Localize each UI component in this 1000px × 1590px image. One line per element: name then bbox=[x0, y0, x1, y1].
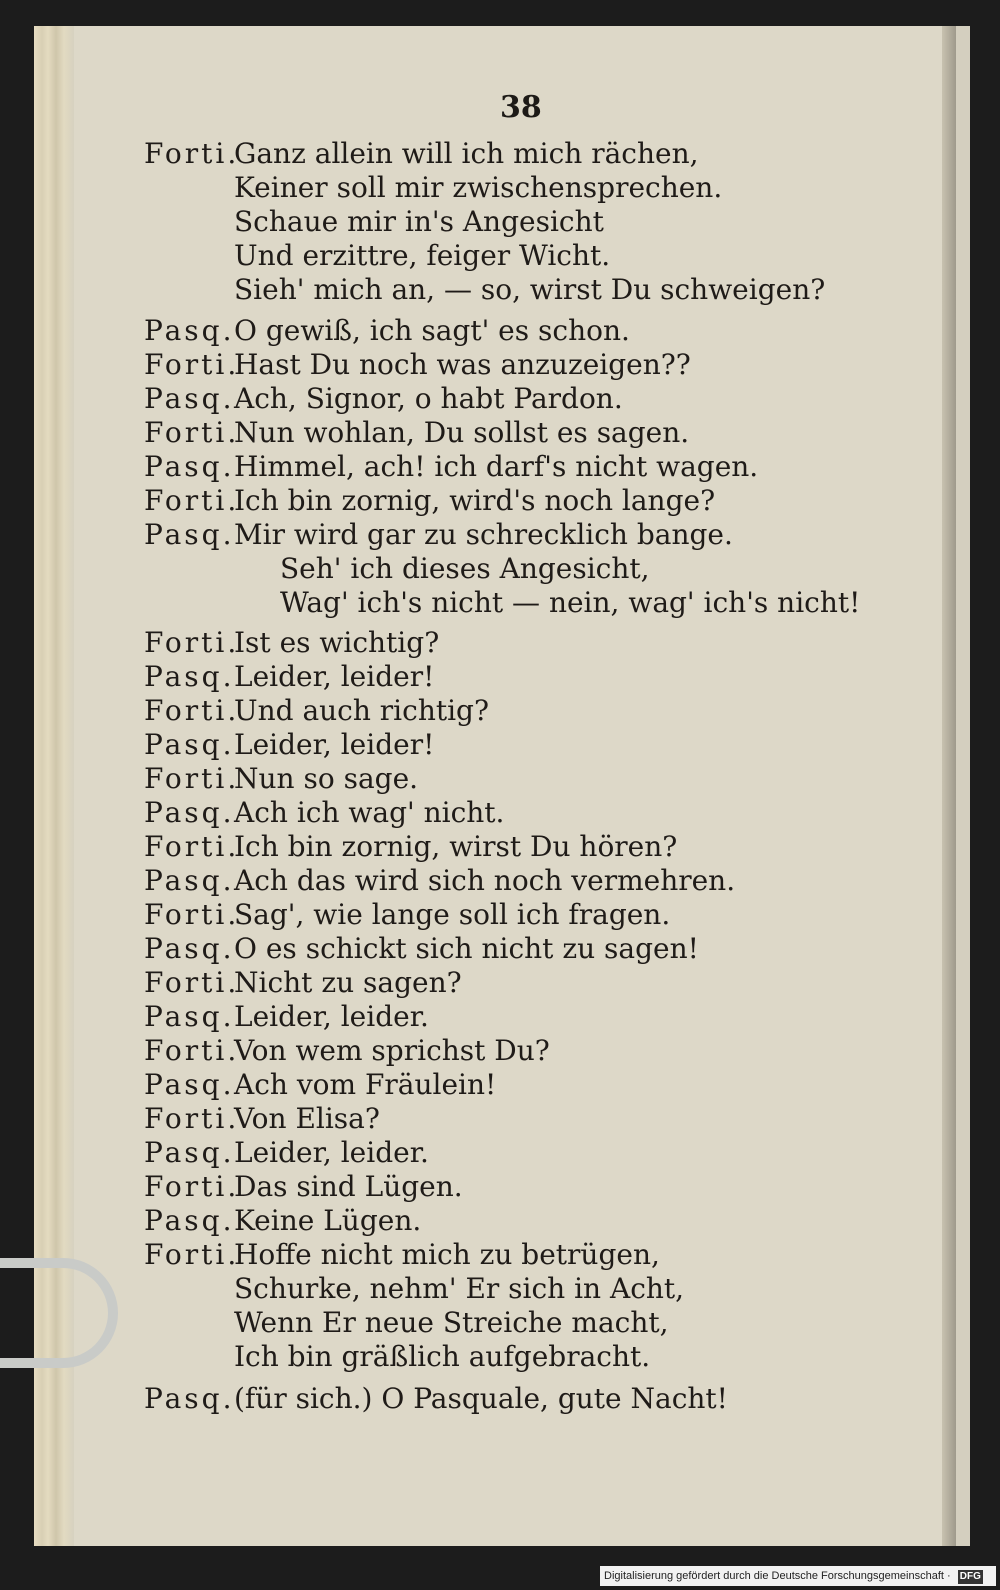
speaker-name: Forti. bbox=[144, 137, 240, 170]
dialogue-text: Keine Lügen. bbox=[234, 1204, 422, 1237]
facing-page-edge bbox=[956, 26, 970, 1546]
dialogue-row bbox=[34, 586, 956, 620]
speaker-name: Pasq. bbox=[144, 932, 235, 965]
dialogue-text: Und auch richtig? bbox=[234, 694, 489, 727]
dialogue-row bbox=[34, 518, 956, 552]
dialogue-text: Schaue mir in's Angesicht bbox=[234, 205, 604, 238]
speaker-name: Pasq. bbox=[144, 314, 235, 347]
dialogue-text: Ach das wird sich noch vermehren. bbox=[234, 864, 736, 897]
dialogue-row bbox=[34, 898, 956, 932]
dialogue-text: Nun wohlan, Du sollst es sagen. bbox=[234, 416, 690, 449]
dialogue-text: Mir wird gar zu schrecklich bange. bbox=[234, 518, 733, 551]
dialogue-text: Himmel, ach! ich darf's nicht wagen. bbox=[234, 450, 759, 483]
dialogue-text: Sieh' mich an, — so, wirst Du schweigen? bbox=[234, 273, 826, 306]
dialogue-row bbox=[34, 1170, 956, 1204]
speaker-name: Forti. bbox=[144, 348, 240, 381]
speaker-name: Forti. bbox=[144, 830, 240, 863]
dialogue-text: Hast Du noch was anzuzeigen?? bbox=[234, 348, 691, 381]
dialogue-row bbox=[34, 416, 956, 450]
dialogue-row bbox=[34, 1102, 956, 1136]
dialogue-text: Ist es wichtig? bbox=[234, 626, 440, 659]
dialogue-row bbox=[34, 552, 956, 586]
dialogue-text: O gewiß, ich sagt' es schon. bbox=[234, 314, 630, 347]
dialogue-row bbox=[34, 1204, 956, 1238]
dialogue-text: Hoffe nicht mich zu betrügen, bbox=[234, 1238, 660, 1271]
speaker-name: Forti. bbox=[144, 484, 240, 517]
speaker-name: Pasq. bbox=[144, 728, 235, 761]
speaker-name: Pasq. bbox=[144, 1000, 235, 1033]
dialogue-row bbox=[34, 1306, 956, 1340]
dialogue-row bbox=[34, 382, 956, 416]
speaker-name: Pasq. bbox=[144, 1204, 235, 1237]
dialogue-row bbox=[34, 626, 956, 660]
dialogue-text: (für sich.) O Pasquale, gute Nacht! bbox=[234, 1382, 728, 1415]
dialogue-text: Und erzittre, feiger Wicht. bbox=[234, 239, 611, 272]
speaker-name: Pasq. bbox=[144, 1136, 235, 1169]
dialogue-row bbox=[34, 966, 956, 1000]
speaker-name: Forti. bbox=[144, 762, 240, 795]
dialogue-text: Leider, leider! bbox=[234, 728, 435, 761]
dialogue-text: Ich bin zornig, wirst Du hören? bbox=[234, 830, 678, 863]
speaker-name: Pasq. bbox=[144, 864, 235, 897]
dialogue-text: Ganz allein will ich mich rächen, bbox=[234, 137, 699, 170]
dialogue-row bbox=[34, 1340, 956, 1374]
dialogue-row bbox=[34, 932, 956, 966]
dialogue-row bbox=[34, 1272, 956, 1306]
dialogue-row bbox=[34, 660, 956, 694]
dialogue-text: Schurke, nehm' Er sich in Acht, bbox=[234, 1272, 685, 1305]
dialogue-row bbox=[34, 1238, 956, 1272]
dialogue-row bbox=[34, 728, 956, 762]
credit-text: Digitalisierung gefördert durch die Deutsche Forschungsgemeinschaft · bbox=[604, 1570, 951, 1582]
dialogue-text: Wenn Er neue Streiche macht, bbox=[234, 1306, 669, 1339]
book-page bbox=[34, 26, 956, 1546]
dialogue-text: Ach ich wag' nicht. bbox=[234, 796, 505, 829]
dialogue-text: Ich bin gräßlich aufgebracht. bbox=[234, 1340, 651, 1373]
dialogue-text: Ich bin zornig, wird's noch lange? bbox=[234, 484, 716, 517]
speaker-name: Forti. bbox=[144, 1170, 240, 1203]
dialogue-text: Von wem sprichst Du? bbox=[234, 1034, 550, 1067]
digitization-credit bbox=[600, 1566, 996, 1586]
dialogue-row bbox=[34, 348, 956, 382]
speaker-name: Pasq. bbox=[144, 382, 235, 415]
dialogue-row bbox=[34, 796, 956, 830]
dialogue-row bbox=[34, 1000, 956, 1034]
dialogue-row bbox=[34, 239, 956, 273]
speaker-name: Pasq. bbox=[144, 518, 235, 551]
dialogue-text: Nun so sage. bbox=[234, 762, 419, 795]
speaker-name: Forti. bbox=[144, 1102, 240, 1135]
dialogue-text: Sag', wie lange soll ich fragen. bbox=[234, 898, 671, 931]
speaker-name: Forti. bbox=[144, 1238, 240, 1271]
dialogue-text: Leider, leider. bbox=[234, 1136, 429, 1169]
dialogue-row bbox=[34, 694, 956, 728]
speaker-name: Forti. bbox=[144, 694, 240, 727]
dialogue-row bbox=[34, 171, 956, 205]
dialogue-row bbox=[34, 137, 956, 171]
dialogue-text: Leider, leider! bbox=[234, 660, 435, 693]
dialogue-text: Das sind Lügen. bbox=[234, 1170, 463, 1203]
dialogue-text: Leider, leider. bbox=[234, 1000, 429, 1033]
speaker-name: Pasq. bbox=[144, 1068, 235, 1101]
dialogue-text: Seh' ich dieses Angesicht, bbox=[280, 552, 650, 585]
speaker-name: Forti. bbox=[144, 416, 240, 449]
speaker-name: Pasq. bbox=[144, 796, 235, 829]
dialogue-text: Nicht zu sagen? bbox=[234, 966, 462, 999]
dialogue-text: Wag' ich's nicht — nein, wag' ich's nicht! bbox=[280, 586, 861, 619]
dialogue-row bbox=[34, 1068, 956, 1102]
dialogue-row bbox=[34, 314, 956, 348]
speaker-name: Pasq. bbox=[144, 660, 235, 693]
dialogue-text: O es schickt sich nicht zu sagen! bbox=[234, 932, 699, 965]
dialogue-row bbox=[34, 1034, 956, 1068]
speaker-name: Forti. bbox=[144, 626, 240, 659]
dialogue-row bbox=[34, 1382, 956, 1416]
dialogue-row bbox=[34, 1136, 956, 1170]
dialogue-text: Keiner soll mir zwischensprechen. bbox=[234, 171, 723, 204]
page-number: 38 bbox=[500, 90, 542, 125]
speaker-name: Forti. bbox=[144, 1034, 240, 1067]
speaker-name: Pasq. bbox=[144, 1382, 235, 1415]
dialogue-row bbox=[34, 450, 956, 484]
speaker-name: Pasq. bbox=[144, 450, 235, 483]
dialogue-row bbox=[34, 205, 956, 239]
dialogue-text: Ach, Signor, o habt Pardon. bbox=[234, 382, 623, 415]
dialogue-row bbox=[34, 484, 956, 518]
speaker-name: Forti. bbox=[144, 966, 240, 999]
dialogue-row bbox=[34, 273, 956, 307]
dialogue-row bbox=[34, 762, 956, 796]
dialogue-row bbox=[34, 830, 956, 864]
dialogue-text: Ach vom Fräulein! bbox=[234, 1068, 497, 1101]
dialogue-row bbox=[34, 864, 956, 898]
dialogue-text: Von Elisa? bbox=[234, 1102, 380, 1135]
dfg-logo: DFG bbox=[959, 1571, 981, 1582]
page-clip bbox=[0, 1258, 118, 1368]
speaker-name: Forti. bbox=[144, 898, 240, 931]
